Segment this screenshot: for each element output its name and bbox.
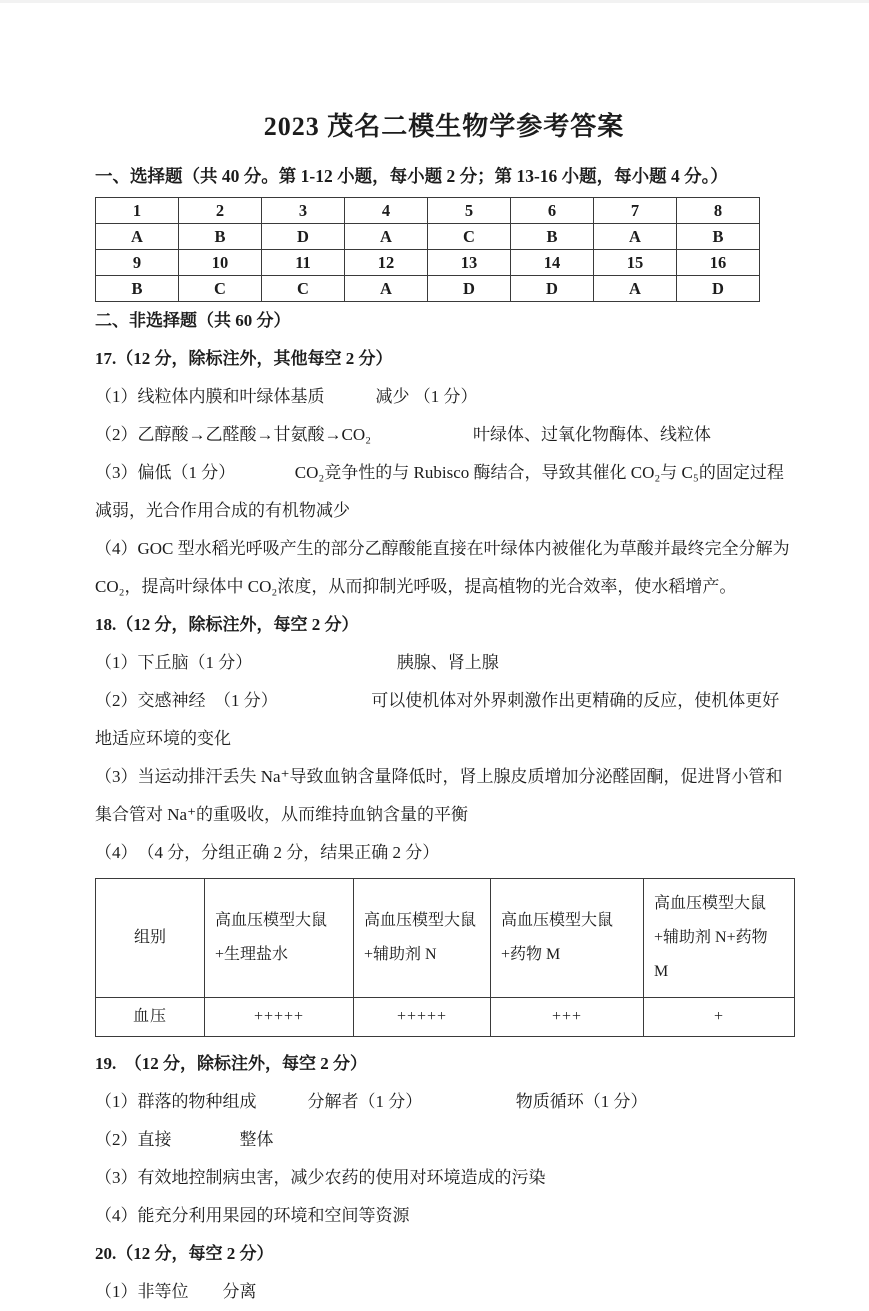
answer-cell: 10 — [179, 250, 262, 276]
section1-heading: 一、选择题（共 40 分。第 1-12 小题，每小题 2 分；第 13-16 小题，每小题 4 分。） — [95, 166, 728, 186]
answer-cell: A — [345, 276, 428, 302]
answer-cell: 9 — [96, 250, 179, 276]
answer-cell: 13 — [428, 250, 511, 276]
answer-cell: A — [96, 224, 179, 250]
q20-answer-1: （1）非等位 分离 — [95, 1282, 257, 1301]
q17-answer-1: （1）线粒体内膜和叶绿体基质 减少 （1 分） — [95, 387, 478, 406]
q19-answer-4: （4）能充分利用果园的环境和空间等资源 — [95, 1206, 410, 1225]
q19-answer-1: （1）群落的物种组成 分解者（1 分） 物质循环（1 分） — [95, 1092, 648, 1111]
answer-cell: D — [428, 276, 511, 302]
page-title: 2023 茂名二模生物学参考答案 — [263, 112, 625, 141]
experiment-header-cell: 高血压模型大鼠+药物 M — [491, 879, 644, 998]
experiment-header-cell: 组别 — [96, 879, 205, 998]
answer-cell: A — [594, 224, 677, 250]
table-row — [96, 879, 795, 998]
q20-heading: 20.（12 分，每空 2 分） — [95, 1244, 274, 1263]
answer-cell: D — [677, 276, 760, 302]
q18-heading: 18.（12 分，除标注外，每空 2 分） — [95, 615, 359, 634]
experiment-data-cell: +++++ — [205, 998, 354, 1037]
answer-cell: 15 — [594, 250, 677, 276]
answer-cell: C — [428, 224, 511, 250]
answer-key-table — [95, 197, 760, 302]
answer-cell: B — [511, 224, 594, 250]
q19-answer-2: （2）直接 整体 — [95, 1130, 274, 1149]
q18-answer-1: （1）下丘脑（1 分） 胰腺、肾上腺 — [95, 653, 499, 672]
answer-cell: B — [96, 276, 179, 302]
experiment-header-cell: 高血压模型大鼠+生理盐水 — [205, 879, 354, 998]
experiment-data-cell: + — [644, 998, 795, 1037]
q17-answer-3: （3）偏低（1 分） CO₂竞争性的与 Rubisco 酶结合，导致其催化 CO₂与 C₅的固定过程减弱，光合作用合成的有机物减少 — [95, 463, 784, 520]
answer-cell: B — [677, 224, 760, 250]
table-row — [96, 276, 760, 302]
answer-cell: 8 — [677, 198, 760, 224]
answer-cell: 11 — [262, 250, 345, 276]
experiment-data-cell: +++++ — [354, 998, 491, 1037]
answer-cell: D — [262, 224, 345, 250]
experiment-header-cell: 高血压模型大鼠+辅助剂 N+药物 M — [644, 879, 795, 998]
answer-cell: 7 — [594, 198, 677, 224]
q18-experiment-table — [95, 878, 795, 1037]
answer-cell: 6 — [511, 198, 594, 224]
experiment-header-cell: 高血压模型大鼠+辅助剂 N — [354, 879, 491, 998]
answer-cell: D — [511, 276, 594, 302]
answer-cell: C — [179, 276, 262, 302]
q17-heading: 17.（12 分，除标注外，其他每空 2 分） — [95, 349, 393, 368]
table-row — [96, 998, 795, 1037]
q18-answer-3: （3）当运动排汗丢失 Na⁺导致血钠含量降低时，肾上腺皮质增加分泌醛固酮，促进肾小管和集合管对 Na⁺的重吸收，从而维持血钠含量的平衡 — [95, 767, 783, 824]
answer-cell: 14 — [511, 250, 594, 276]
table-row — [96, 250, 760, 276]
q17-answer-4: （4）GOC 型水稻光呼吸产生的部分乙醇酸能直接在叶绿体内被催化为草酸并最终完全分解为 CO₂，提高叶绿体中 CO₂浓度，从而抑制光呼吸，提高植物的光合效率，使水稻增产。 — [95, 539, 790, 596]
answer-cell: A — [345, 224, 428, 250]
answer-cell: C — [262, 276, 345, 302]
answer-cell: 2 — [179, 198, 262, 224]
answer-cell: B — [179, 224, 262, 250]
document-page — [0, 3, 869, 1311]
answer-cell: 1 — [96, 198, 179, 224]
answer-cell: 5 — [428, 198, 511, 224]
q17-answer-2: （2）乙醇酸→乙醛酸→甘氨酸→CO₂ 叶绿体、过氧化物酶体、线粒体 — [95, 425, 712, 444]
q19-answer-3: （3）有效地控制病虫害，减少农药的使用对环境造成的污染 — [95, 1168, 546, 1187]
q18-answer-4: （4） （4 分，分组正确 2 分，结果正确 2 分） — [95, 843, 440, 862]
section2-heading: 二、非选择题（共 60 分） — [95, 311, 291, 330]
table-row — [96, 198, 760, 224]
answer-cell: 4 — [345, 198, 428, 224]
experiment-data-cell: 血压 — [96, 998, 205, 1037]
experiment-data-cell: +++ — [491, 998, 644, 1037]
answer-cell: A — [594, 276, 677, 302]
answer-cell: 12 — [345, 250, 428, 276]
table-row — [96, 224, 760, 250]
q18-answer-2: （2）交感神经 （1 分） 可以使机体对外界刺激作出更精确的反应，使机体更好地适应环境的变化 — [95, 691, 780, 748]
answer-cell: 3 — [262, 198, 345, 224]
answer-cell: 16 — [677, 250, 760, 276]
q19-heading: 19. （12 分，除标注外，每空 2 分） — [95, 1054, 367, 1073]
